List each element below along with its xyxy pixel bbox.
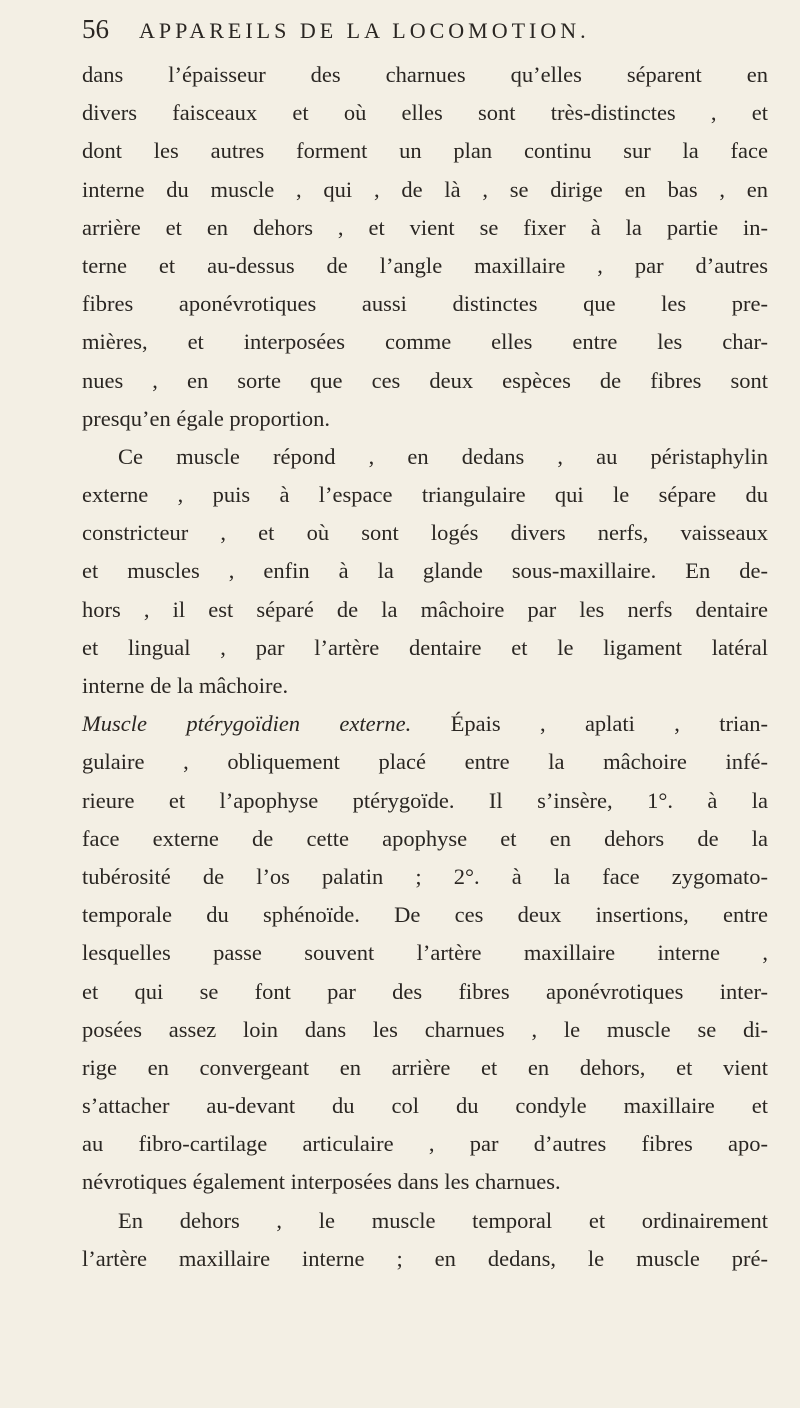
text-line: terne et au-dessus de l’angle maxillaire , par d’autres — [82, 252, 768, 278]
text-line: interne du muscle , qui , de là , se dirige en bas , en — [82, 176, 768, 202]
text-line: arrière et en dehors , et vient se fixer à la partie in- — [82, 214, 768, 240]
text-line: externe , puis à l’espace triangulaire qui le sépare du — [82, 482, 768, 508]
text-line: s’attacher au-devant du col du condyle maxillaire et — [82, 1093, 768, 1119]
text-line: l’artère maxillaire interne ; en dedans, le muscle pré- — [82, 1245, 768, 1271]
text-line: presqu’en égale proportion. — [82, 405, 331, 431]
text-line: mières, et interposées comme elles entre les char- — [82, 329, 768, 355]
section-heading-continuation: Épais , aplati , trian- — [450, 711, 768, 737]
running-head: APPAREILS DE LA LOCOMOTION. — [139, 18, 590, 43]
text-line: nues , en sorte que ces deux espèces de fibres sont — [82, 367, 768, 393]
paragraph-start-line: Ce muscle répond , en dedans , au péristaphylin — [118, 443, 768, 469]
text-line: rieure et l’apophyse ptérygoïde. Il s’insère, 1°. à la — [82, 787, 768, 813]
text-line: fibres aponévrotiques aussi distinctes que les pre- — [82, 291, 768, 317]
text-line: lesquelles passe souvent l’artère maxillaire interne , — [82, 940, 768, 966]
page-header — [82, 14, 762, 54]
paragraph-start-line: En dehors , le muscle temporal et ordinairement — [118, 1207, 768, 1233]
text-line: interne de la mâchoire. — [82, 673, 289, 698]
text-line: hors , il est séparé de la mâchoire par les nerfs dentaire — [82, 596, 768, 622]
text-line: rige en convergeant en arrière et en dehors, et vient — [82, 1054, 768, 1080]
text-line: et lingual , par l’artère dentaire et le ligament latéral — [82, 634, 768, 660]
text-line: face externe de cette apophyse et en dehors de la — [82, 825, 768, 851]
section-heading-line — [82, 705, 768, 743]
text-line: et muscles , enfin à la glande sous-maxillaire. En de- — [82, 558, 768, 584]
text-line: dont les autres forment un plan continu sur la face — [82, 138, 768, 164]
text-line: tubérosité de l’os palatin ; 2°. à la face zygomato- — [82, 863, 768, 889]
text-line: névrotiques également interposées dans les charnues. — [82, 1169, 561, 1195]
text-line: constricteur , et où sont logés divers nerfs, vaisseaux — [82, 520, 768, 546]
text-line: au fibro-cartilage articulaire , par d’autres fibres apo- — [82, 1131, 768, 1157]
section-heading: Muscle ptérygoïdien externe. — [82, 711, 412, 737]
page-number: 56 — [82, 14, 109, 44]
body-text — [82, 56, 768, 1278]
text-line: temporale du sphénoïde. De ces deux insertions, entre — [82, 902, 768, 928]
text-line: gulaire , obliquement placé entre la mâchoire infé- — [82, 749, 768, 775]
text-line: dans l’épaisseur des charnues qu’elles séparent en — [82, 62, 768, 87]
text-line: posées assez loin dans les charnues , le muscle se di- — [82, 1016, 768, 1042]
text-line: divers faisceaux et où elles sont très-distinctes , et — [82, 100, 768, 126]
text-line: et qui se font par des fibres aponévrotiques inter- — [82, 978, 768, 1004]
